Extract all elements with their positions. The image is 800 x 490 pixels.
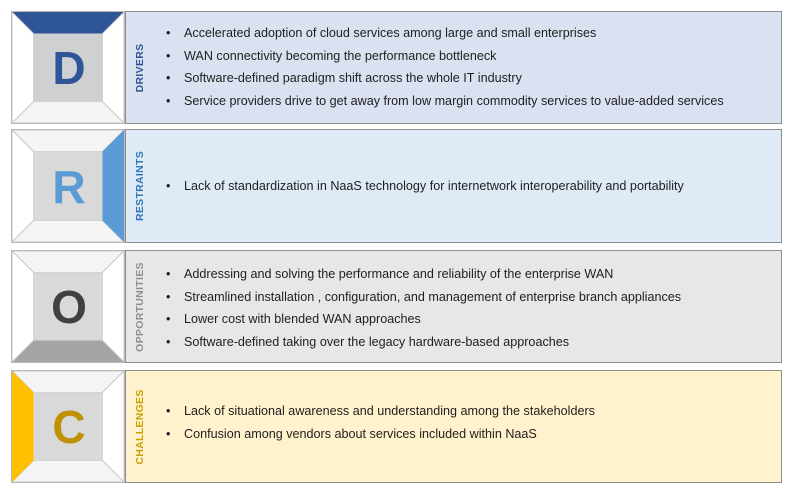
challenges-label xyxy=(126,371,154,482)
list-item: • Software-defined paradigm shift across the whole IT industry xyxy=(164,67,773,90)
opportunities-tile xyxy=(11,250,125,363)
challenges-tile xyxy=(11,370,125,483)
restraints-list xyxy=(164,175,773,198)
list-item: • Accelerated adoption of cloud services among large and small enterprises xyxy=(164,22,773,45)
challenges-letter: C xyxy=(52,401,86,453)
challenges-list xyxy=(164,400,773,445)
drivers-label xyxy=(126,12,154,123)
restraints-letter: R xyxy=(52,161,86,213)
drivers-row xyxy=(11,11,782,124)
drivers-list xyxy=(164,22,773,112)
challenges-panel xyxy=(125,370,782,483)
drivers-label-text: DRIVERS xyxy=(134,43,146,92)
drivers-panel xyxy=(125,11,782,124)
opportunities-label xyxy=(126,251,154,362)
list-item: • Lack of standardization in NaaS technology for internetwork interoperability and portability xyxy=(164,175,773,198)
challenges-row xyxy=(11,370,782,483)
opportunities-panel xyxy=(125,250,782,363)
opportunities-label-text: OPPORTUNITIES xyxy=(134,261,146,352)
list-item: • Addressing and solving the performance and reliability of the enterprise WAN xyxy=(164,263,773,286)
list-item: • Confusion among vendors about services included within NaaS xyxy=(164,423,773,446)
restraints-label-text: RESTRAINTS xyxy=(134,150,146,222)
list-item: • Lack of situational awareness and understanding among the stakeholders xyxy=(164,400,773,423)
restraints-tile xyxy=(11,129,125,243)
challenges-label-text: CHALLENGES xyxy=(134,388,146,465)
restraints-label xyxy=(126,130,154,242)
list-item: • WAN connectivity becoming the performance bottleneck xyxy=(164,45,773,68)
restraints-panel xyxy=(125,129,782,243)
list-item: • Service providers drive to get away from low margin commodity services to value-added services xyxy=(164,90,773,113)
list-item: • Streamlined installation , configuration, and management of enterprise branch appliances xyxy=(164,286,773,309)
opportunities-row xyxy=(11,250,782,363)
list-item: • Software-defined taking over the legacy hardware-based approaches xyxy=(164,331,773,354)
opportunities-letter: O xyxy=(51,281,87,333)
drivers-letter: D xyxy=(52,42,86,94)
restraints-row xyxy=(11,129,782,243)
list-item: • Lower cost with blended WAN approaches xyxy=(164,308,773,331)
drivers-tile xyxy=(11,11,125,124)
opportunities-list xyxy=(164,263,773,353)
